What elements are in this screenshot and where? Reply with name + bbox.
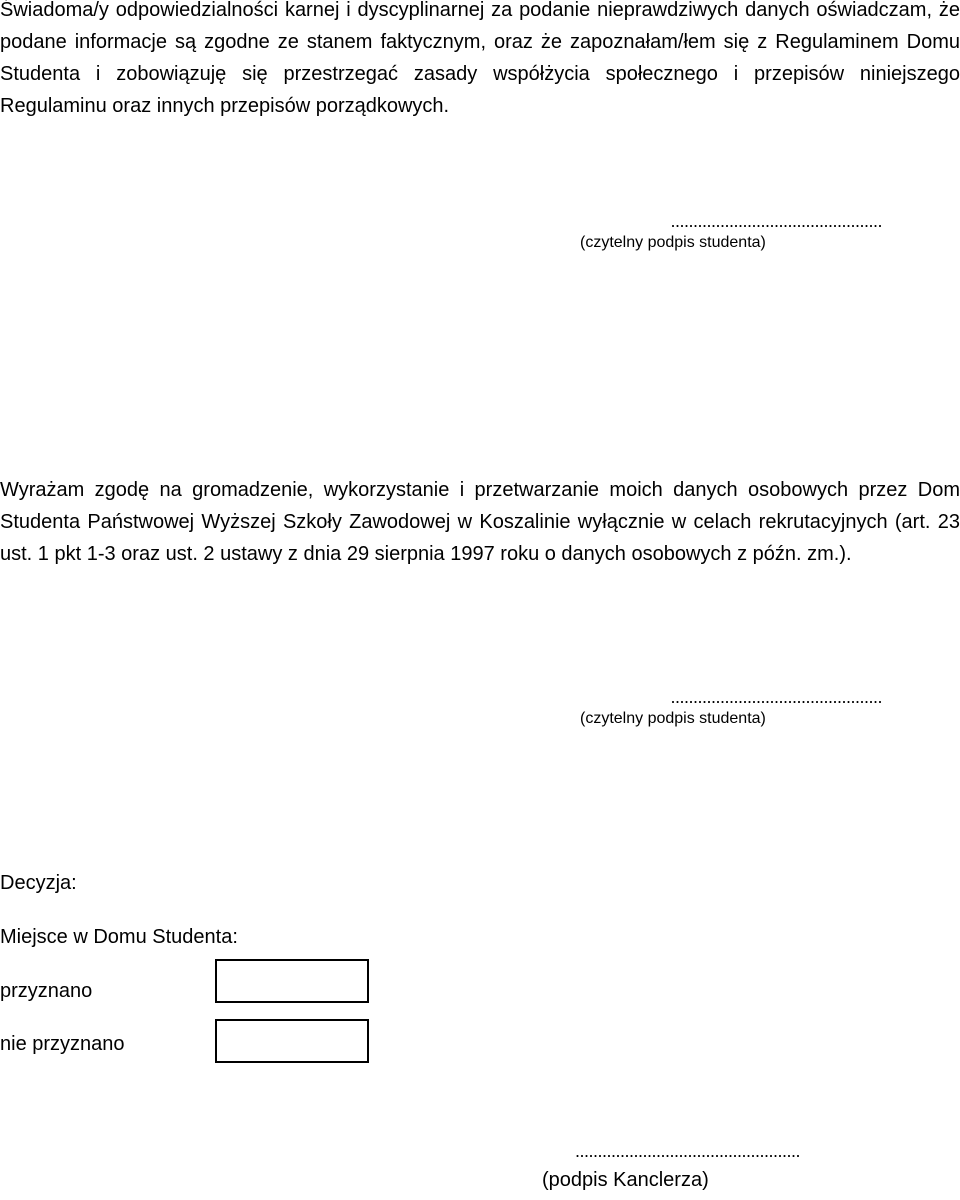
granted-label: przyznano <box>0 980 93 1002</box>
student-signature-block <box>562 210 882 254</box>
consent-paragraph: Wyrażam zgodę na gromadzenie, wykorzystanie i przetwarzanie moich danych osobowych przez Dom Studenta Państwowej Wyższej Szkoły Zawodowej w Koszalinie wyłącznie w celach rekrutacyjnych (art. 23 ust. 1 pkt 1-3 oraz ust. 2 ustawy z dnia 29 sierpnia 1997 roku o danych osobowych z późn. zm.). <box>0 479 960 565</box>
granted-checkbox[interactable] <box>215 959 369 1003</box>
signature-caption: (podpis Kanclerza) <box>542 1169 709 1191</box>
signature-line: ............................................... <box>670 687 882 707</box>
signature-caption: (czytelny podpis studenta) <box>580 234 766 251</box>
denied-checkbox[interactable] <box>215 1019 369 1063</box>
signature-line: .................................................. <box>574 1141 800 1161</box>
student-consent-signature-block <box>562 686 882 730</box>
signature-caption: (czytelny podpis studenta) <box>580 710 766 727</box>
chancellor-signature-block <box>440 1140 820 1194</box>
denied-label: nie przyznano <box>0 1033 125 1055</box>
dorm-place-label: Miejsce w Domu Studenta: <box>0 926 238 948</box>
statement-paragraph: Świadoma/y odpowiedzialności karnej i dyscyplinarnej za podanie nieprawdziwych danych oświadczam, że podane informacje są zgodne ze stanem faktycznym, oraz że zapoznałam/łem się z Regulaminem Domu Studenta i zobowiązuję się przestrzegać zasady współżycia społecznego i przepisów niniejszego Regulaminu oraz innych przepisów porządkowych. <box>0 0 960 117</box>
signature-line: ............................................... <box>670 211 882 231</box>
decision-heading: Decyzja: <box>0 872 77 894</box>
